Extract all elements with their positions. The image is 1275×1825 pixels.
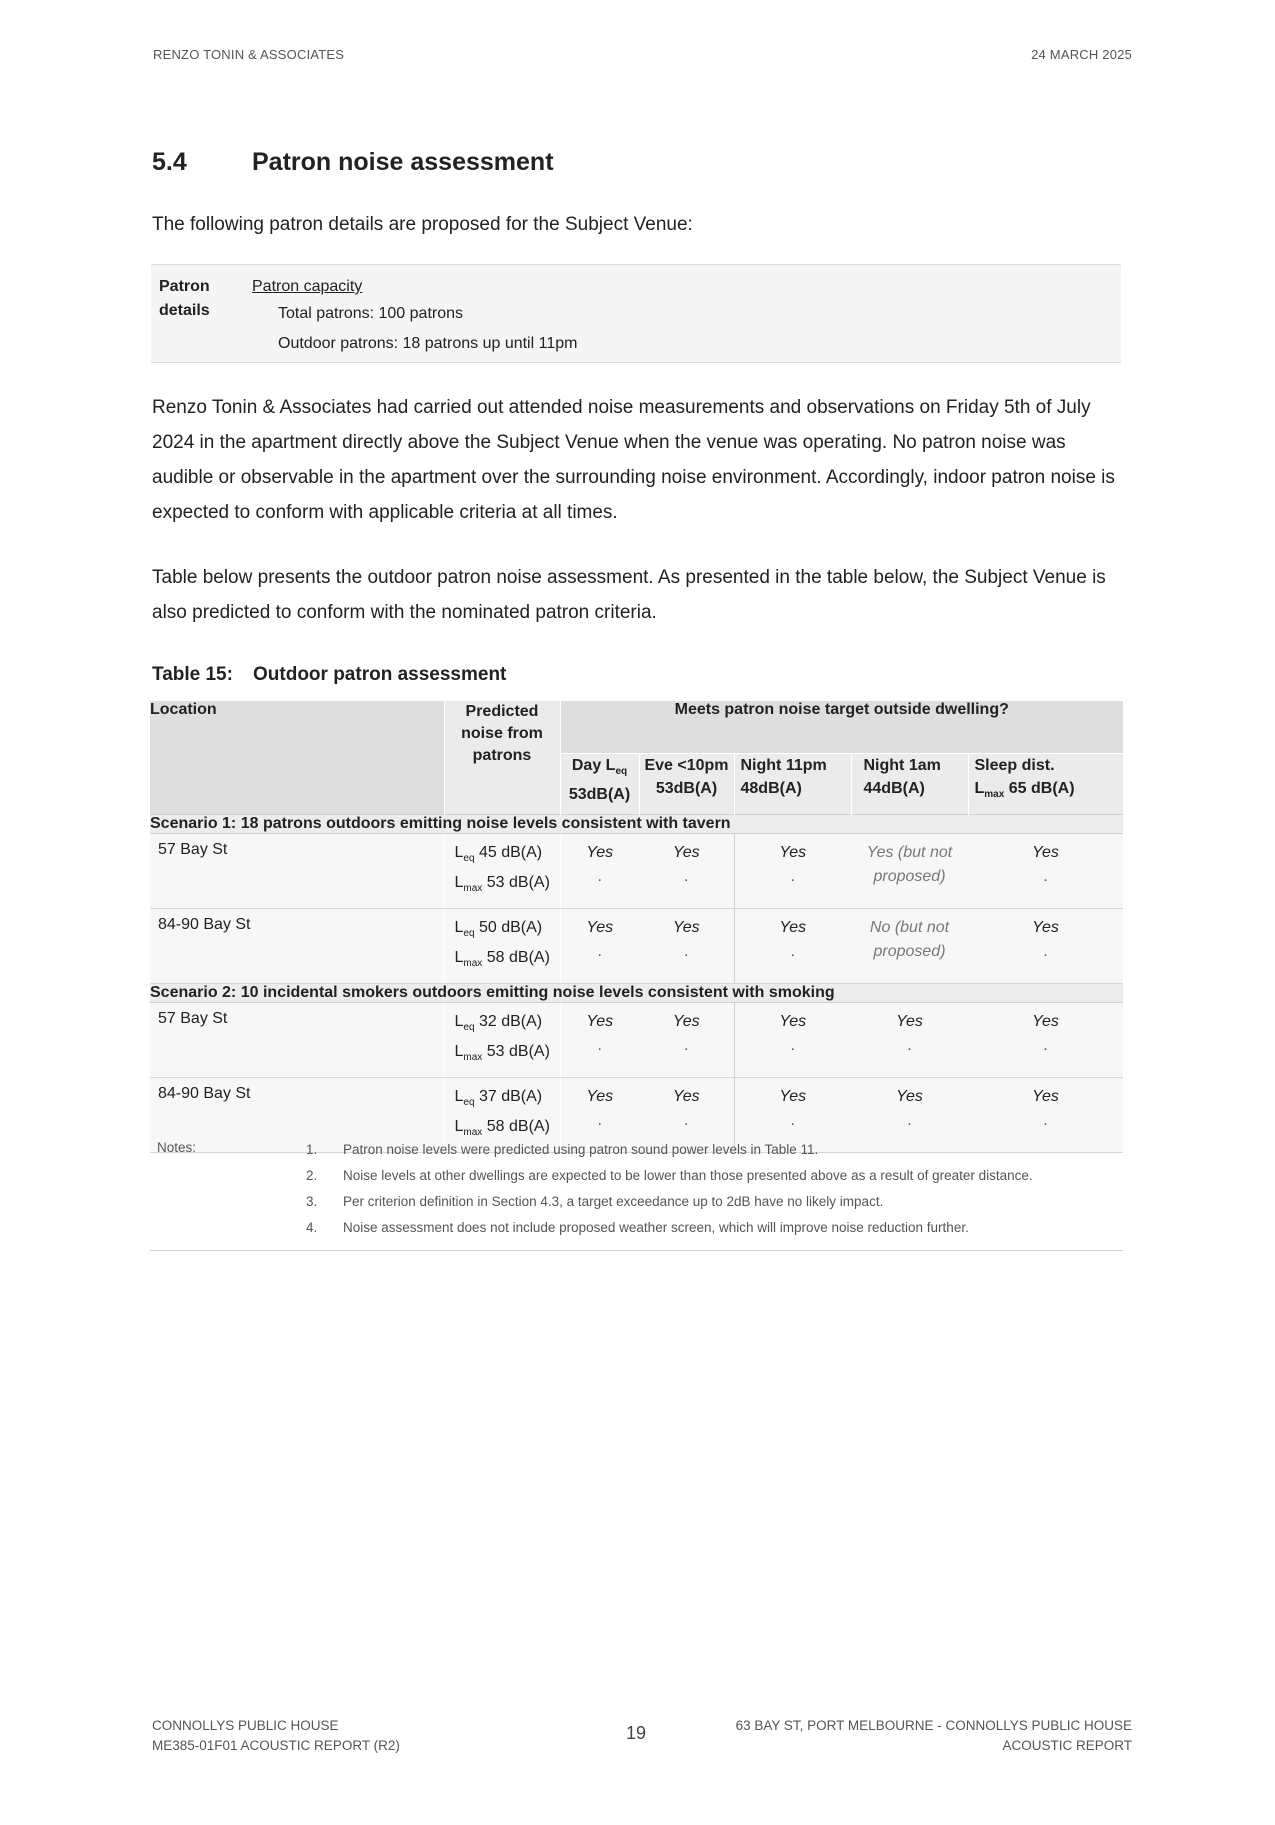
dot: . (684, 1112, 689, 1129)
dot: . (790, 1037, 795, 1054)
answer: Yes (672, 919, 700, 936)
answer: Yes (but not (866, 844, 953, 861)
header-line: 53dB(A) (568, 786, 631, 804)
eve-cell (639, 1003, 734, 1078)
scenario-row (150, 815, 1123, 834)
subscript: eq (463, 1022, 475, 1034)
note-text: Noise assessment does not include proposed weather screen, which will improve noise reduction further. (343, 1220, 969, 1235)
lmax-value: 53 dB(A) (482, 1043, 550, 1061)
lmax-value: 58 dB(A) (482, 949, 550, 967)
answer: Yes (586, 844, 614, 861)
header-company: RENZO TONIN & ASSOCIATES (153, 47, 345, 62)
col-header-predicted (444, 701, 560, 815)
header-line: 44dB(A) (863, 780, 925, 797)
location-cell: 57 Bay St (150, 834, 444, 909)
symbol: L (454, 1043, 464, 1061)
answer: Yes (779, 919, 807, 936)
header-line: Sleep dist. (974, 757, 1055, 774)
subscript: max (463, 958, 483, 970)
answer: Yes (779, 1013, 807, 1030)
header-line: Night 11pm (740, 757, 827, 774)
section-heading (152, 148, 554, 177)
subscript: max (463, 1052, 483, 1064)
scenario-1-title: Scenario 1: 18 patrons outdoors emitting noise levels consistent with tavern (150, 815, 1123, 834)
intro-paragraph: The following patron details are proposed for the Subject Venue: (152, 214, 693, 235)
col-header-location: Location (150, 701, 444, 815)
eve-cell (639, 834, 734, 909)
footer-report-type: ACOUSTIC REPORT (1002, 1738, 1132, 1753)
header-line: Eve <10pm (644, 757, 729, 774)
dot: . (597, 943, 602, 960)
answer: Yes (779, 1088, 807, 1105)
symbol: L (454, 949, 464, 967)
header-line: patrons (472, 747, 532, 764)
patron-details-content (252, 275, 577, 359)
symbol: L (454, 1118, 464, 1136)
table-intro-paragraph: Table below presents the outdoor patron noise assessment. As presented in the table below, the Subject Venue is also predicted to conform with the nominated patron criteria. (152, 567, 1106, 623)
note-number: 4. (306, 1220, 318, 1235)
table-row (150, 909, 1123, 984)
symbol: L (454, 919, 464, 936)
subscript: eq (463, 928, 475, 940)
section-title: Patron noise assessment (252, 148, 554, 176)
location-cell: 84-90 Bay St (150, 909, 444, 984)
notes-label: Notes: (157, 1140, 197, 1155)
predicted-cell (444, 834, 560, 909)
outdoor-patron-table (150, 701, 1123, 1153)
answer: Yes (779, 844, 807, 861)
lmax-value: 53 dB(A) (482, 874, 550, 892)
answer: Yes (896, 1088, 923, 1105)
answer: Yes (896, 1013, 923, 1030)
answer: Yes (672, 1013, 700, 1030)
header-line: noise from (461, 725, 543, 742)
dot: . (790, 943, 795, 960)
night1-cell (851, 834, 968, 909)
note-text: Noise levels at other dwellings are expected to be lower than those presented above as a result of greater distance. (343, 1168, 1033, 1183)
col-header-night-11pm (734, 754, 851, 815)
dot: . (1043, 868, 1048, 885)
dot: . (790, 1112, 795, 1129)
footer-left (152, 1716, 400, 1756)
dot: . (907, 1112, 912, 1129)
answer: Yes (586, 1088, 614, 1105)
header-line: L (974, 780, 985, 797)
col-header-meets-target: Meets patron noise target outside dwelling? (560, 701, 1123, 754)
table-notes (150, 1130, 1123, 1251)
patron-capacity-title: Patron capacity (252, 278, 363, 295)
footer-report-id: ME385-01F01 ACOUSTIC REPORT (R2) (152, 1738, 400, 1753)
patron-label-line: details (159, 302, 210, 319)
dot: . (597, 1112, 602, 1129)
night1-cell (851, 1003, 968, 1078)
answer: Yes (1032, 844, 1059, 861)
dot: . (597, 1037, 602, 1054)
night11-cell (734, 909, 851, 984)
location-cell: 84-90 Bay St (150, 1078, 444, 1153)
dot: . (1043, 1037, 1048, 1054)
answer: Yes (672, 1088, 700, 1105)
sleep-cell (968, 1003, 1123, 1078)
header-line: Day L (571, 757, 616, 774)
table-number: Table 15: (152, 664, 233, 685)
day-cell (560, 909, 639, 984)
dot: . (597, 868, 602, 885)
answer: Yes (672, 844, 700, 861)
subscript: eq (463, 853, 475, 865)
night11-cell (734, 1003, 851, 1078)
dot: . (907, 1037, 912, 1054)
answer: Yes (586, 919, 614, 936)
answer: proposed) (873, 868, 946, 885)
patron-details-label (159, 275, 229, 323)
dot: . (1043, 943, 1048, 960)
leq-value: 37 dB(A) (474, 1088, 543, 1105)
table-row (150, 1003, 1123, 1078)
header-line: Predicted (465, 703, 539, 720)
header-subscript: max (984, 789, 1005, 801)
footer-project: CONNOLLYS PUBLIC HOUSE (152, 1718, 339, 1733)
col-header-eve (639, 754, 734, 815)
header-date: 24 MARCH 2025 (1031, 47, 1132, 62)
dot: . (684, 1037, 689, 1054)
sleep-cell (968, 909, 1123, 984)
eve-cell (639, 909, 734, 984)
header-line: 53dB(A) (655, 780, 718, 797)
table-caption (152, 664, 506, 686)
symbol: L (454, 874, 464, 892)
note-number: 1. (306, 1142, 318, 1157)
subscript: max (463, 883, 483, 895)
symbol: L (454, 1088, 464, 1105)
header-line: 65 dB(A) (1004, 780, 1075, 797)
night11-cell (734, 834, 851, 909)
subscript: max (463, 1127, 483, 1139)
section-number: 5.4 (152, 148, 187, 176)
dot: . (684, 868, 689, 885)
page-number: 19 (626, 1723, 647, 1743)
total-patrons: Total patrons: 100 patrons (278, 305, 464, 322)
sleep-cell (968, 834, 1123, 909)
lmax-value: 58 dB(A) (482, 1118, 550, 1136)
note-item (150, 1166, 1123, 1185)
answer: Yes (1032, 919, 1059, 936)
answer: Yes (586, 1013, 614, 1030)
patron-details-box (151, 264, 1121, 363)
table-title: Outdoor patron assessment (253, 664, 507, 685)
dot: . (1043, 1112, 1048, 1129)
patron-label-line: Patron (159, 278, 210, 295)
scenario-2-title: Scenario 2: 10 incidental smokers outdoors emitting noise levels consistent with smoking (150, 984, 1123, 1003)
location-cell: 57 Bay St (150, 1003, 444, 1078)
note-number: 2. (306, 1168, 318, 1183)
header-subscript: eq (615, 766, 628, 778)
dot: . (790, 868, 795, 885)
note-item (150, 1192, 1123, 1211)
predicted-cell (444, 1003, 560, 1078)
note-item (150, 1140, 1123, 1159)
day-cell (560, 834, 639, 909)
answer: proposed) (873, 943, 946, 960)
symbol: L (454, 844, 464, 861)
col-header-day (560, 754, 639, 815)
scenario-row (150, 984, 1123, 1003)
measurement-paragraph: Renzo Tonin & Associates had carried out attended noise measurements and observations on Friday 5th of July 2024 in the apartment directly above the Subject Venue when the venue was operating. No patron noise was audible or observable in the apartment over the surrounding noise environment. Accordingly, indoor patron noise is expected to conform with applicable criteria at all times. (152, 397, 1115, 523)
leq-value: 50 dB(A) (474, 919, 543, 936)
day-cell (560, 1003, 639, 1078)
subscript: eq (463, 1097, 475, 1109)
answer: Yes (1032, 1088, 1059, 1105)
leq-value: 45 dB(A) (474, 844, 543, 861)
answer: No (but not (869, 919, 950, 936)
predicted-cell (444, 909, 560, 984)
col-header-sleep (968, 754, 1123, 815)
header-line: Night 1am (863, 757, 941, 774)
dot: . (684, 943, 689, 960)
note-item (150, 1218, 1123, 1237)
table-row (150, 834, 1123, 909)
header-line: 48dB(A) (740, 780, 802, 797)
answer: Yes (1032, 1013, 1059, 1030)
symbol: L (454, 1013, 464, 1030)
note-text: Patron noise levels were predicted using patron sound power levels in Table 11. (343, 1142, 819, 1157)
outdoor-patrons: Outdoor patrons: 18 patrons up until 11pm (278, 335, 578, 352)
footer-address: 63 BAY ST, PORT MELBOURNE - CONNOLLYS PUBLIC HOUSE (735, 1718, 1132, 1733)
footer-right (736, 1716, 1132, 1756)
night1-cell (851, 909, 968, 984)
note-number: 3. (306, 1194, 318, 1209)
note-text: Per criterion definition in Section 4.3, a target exceedance up to 2dB have no likely impact. (343, 1194, 884, 1209)
col-header-night-1am (851, 754, 968, 815)
leq-value: 32 dB(A) (474, 1013, 543, 1030)
